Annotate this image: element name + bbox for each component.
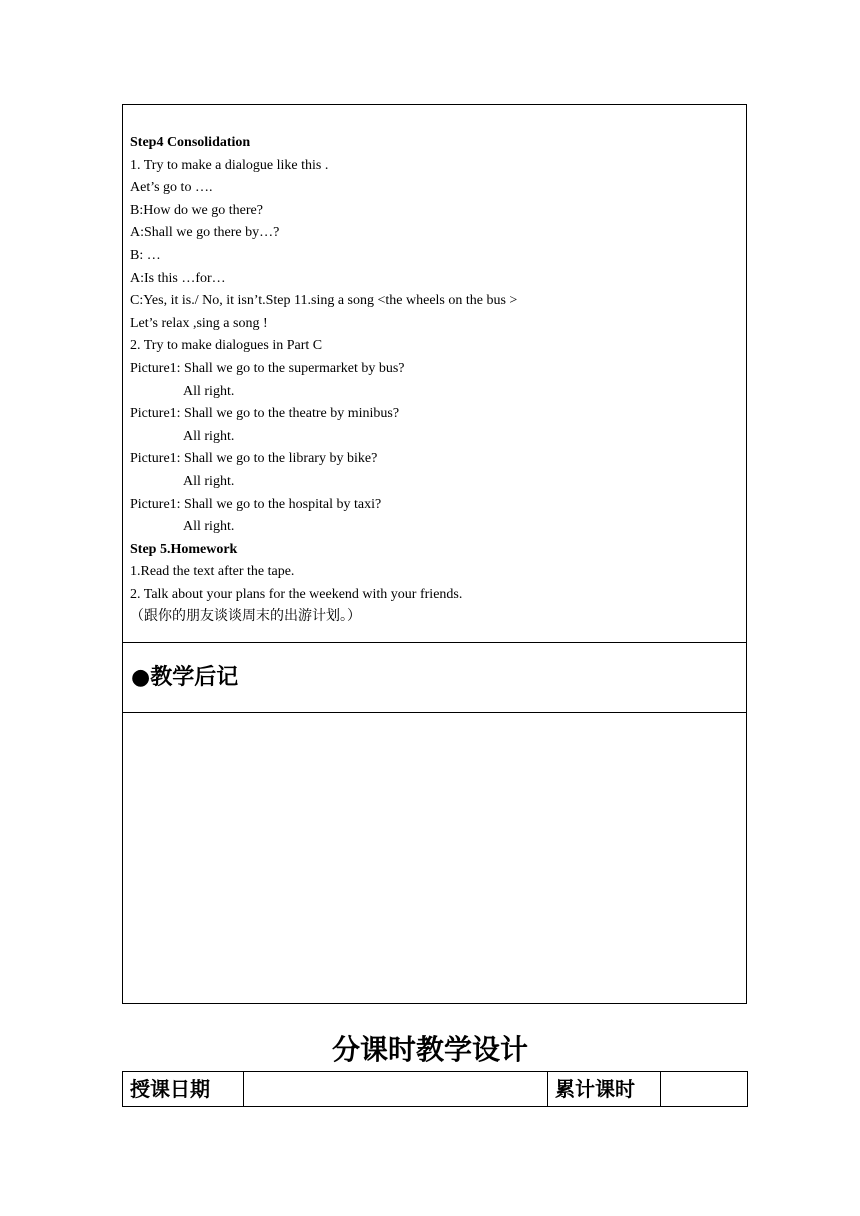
step-line: （跟你的朋友谈谈周末的出游计划。） <box>130 609 361 625</box>
step-line: All right. <box>183 519 235 535</box>
reflection-notes-area <box>122 712 747 1004</box>
step-line: 1.Read the text after the tape. <box>130 564 295 580</box>
step-line: All right. <box>183 428 235 444</box>
step-line: All right. <box>183 473 235 489</box>
step-line: Let’s relax ,sing a song ! <box>130 315 268 331</box>
step-line: A:Shall we go there by…? <box>130 225 280 241</box>
step-line: Aet’s go to …. <box>130 180 213 196</box>
cumulative-hours-value-cell <box>661 1072 748 1107</box>
date-value-cell <box>244 1072 548 1107</box>
step-line: Picture1: Shall we go to the supermarket by bus? <box>130 360 405 376</box>
step-line: 2. Try to make dialogues in Part C <box>130 338 323 354</box>
cumulative-hours-label: 累计课时 <box>548 1072 661 1107</box>
lesson-info-row <box>123 1072 748 1107</box>
step-line: Picture1: Shall we go to the library by bike? <box>130 451 378 467</box>
step-heading: Step 5.Homework <box>130 541 238 557</box>
step-heading: Step4 Consolidation <box>130 135 251 150</box>
step-line: B: … <box>130 247 161 263</box>
date-label: 授课日期 <box>123 1072 244 1107</box>
reflection-heading: ●教学后记 <box>131 665 239 690</box>
lesson-info-table <box>122 1071 748 1107</box>
step-line: 1. Try to make a dialogue like this . <box>130 157 329 173</box>
lesson-steps-box <box>122 104 747 643</box>
reflection-heading-box <box>122 642 747 713</box>
step-line: 2. Talk about your plans for the weekend with your friends. <box>130 586 463 602</box>
step-line: Picture1: Shall we go to the theatre by minibus? <box>130 406 400 422</box>
step-line: All right. <box>183 383 235 399</box>
step-line: C:Yes, it is./ No, it isn’t.Step 11.sing a song <the wheels on the bus > <box>130 293 518 309</box>
step-line: A:Is this …for… <box>130 270 226 286</box>
step-line: Picture1: Shall we go to the hospital by taxi? <box>130 496 382 512</box>
design-title: 分课时教学设计 <box>331 1033 528 1066</box>
step-line: B:How do we go there? <box>130 202 263 218</box>
